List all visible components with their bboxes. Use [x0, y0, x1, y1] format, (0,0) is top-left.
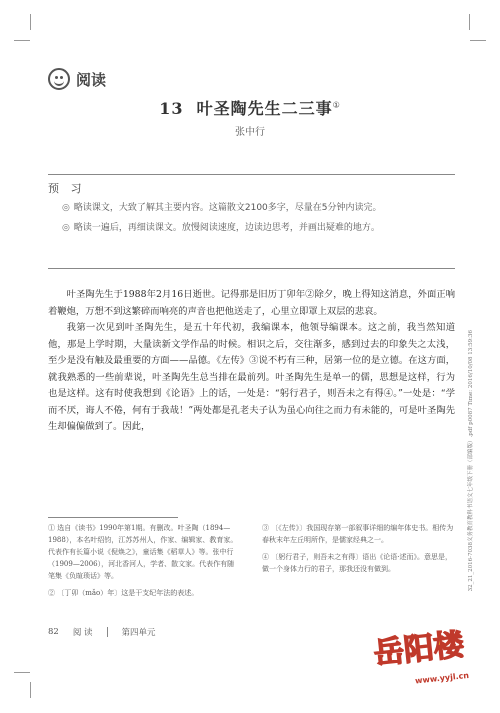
page-number: 82 — [48, 627, 59, 637]
lesson-number: 13 — [159, 99, 184, 118]
footnotes-right — [262, 522, 454, 580]
preview-heading: 预 习 — [48, 182, 86, 195]
circle-bullet-icon: ◎ — [62, 223, 70, 233]
paragraph: 叶圣陶先生于1988年2月16日逝世。记得那是旧历丁卯年②除夕，晚上得知这消息，外面正响着鞭炮，万想不到这繁碎而响亮的声音也把他送走了，心里立即罩上双层的悲哀。 — [48, 289, 455, 317]
footnotes-left — [48, 522, 240, 604]
footnote: ① 选自《读书》1990年第1期。有删改。叶圣陶（1894—1988），本名叶绍钧，江苏苏州人，作家、编辑家、教育家。代表作有长篇小说《倪焕之》，童话集《稻草人》等。张中行（1909—2006），河北香河人，学者、散文家。代表作有随笔集《负暄琐话》等。 — [48, 524, 238, 580]
crop-mark — [14, 40, 30, 41]
footnote: ② 〔丁卯（mǎo）年〕这是干支纪年法的表述。 — [48, 589, 199, 597]
lesson-title-text: 叶圣陶先生二三事 — [196, 99, 333, 118]
preview-item: ◎ 略读一遍后，再细读课文。放慢阅读速度，边读边思考，并画出疑难的地方。 — [62, 223, 380, 233]
footer-unit: 第四单元 — [121, 628, 156, 638]
watermark-url-text: www.yyjl.cn — [414, 670, 470, 686]
author-name: 张中行 — [235, 127, 265, 138]
watermark-main-text: 岳阳楼 — [372, 627, 466, 672]
section-header — [48, 66, 106, 92]
crop-mark — [14, 672, 30, 673]
crop-mark — [30, 14, 31, 30]
section-label: 阅读 — [76, 70, 107, 89]
article-body — [48, 287, 455, 436]
footer-section: 阅 读 — [72, 628, 93, 638]
crop-mark — [30, 682, 31, 698]
footer-separator — [107, 627, 108, 637]
preview-item: ◎ 略读课文，大致了解其主要内容。这篇散文2100多字，尽量在5分钟内读完。 — [62, 203, 382, 213]
footnote-divider — [48, 517, 178, 518]
page-footer — [48, 626, 156, 638]
divider — [48, 174, 455, 175]
site-watermark-logo — [368, 598, 488, 702]
preview-box — [48, 180, 455, 236]
crop-mark — [469, 14, 470, 30]
footnote: ④ 〔躬行君子，则吾未之有得〕语出《论语·述而》。意思是，做一个身体力行的君子，那我还没有做到。 — [262, 553, 452, 573]
title-note-marker: ① — [332, 100, 341, 110]
circle-bullet-icon: ◎ — [62, 203, 70, 213]
lesson-title — [0, 96, 500, 119]
smiley-face-icon — [48, 68, 70, 90]
divider — [48, 268, 455, 269]
paragraph: 我第一次见到叶圣陶先生，是五十年代初，我编课本，他领导编课本。这之前，我当然知道他，那是上学时期，大量读新文学作品的时候。相识之后，交往渐多，感到过去的印象失之太浅，至少是没有触及最重要的方面——品德。《左传》③说不朽有三种，居第一位的是立德。在这方面，就我熟悉的一些前辈说，叶圣陶先生总当排在最前列。叶圣陶先生是单一的儒，思想是这样，行为也是这样。这有时使我想到《论语》上的话，一处是：“躬行君子，则吾未之有得④。”一处是：“学而不厌，诲人不倦，何有于我哉！”两处都是孔老夫子认为虽心向往之而力有未能的，可是叶圣陶先生却偏偏做到了。因此， — [48, 322, 455, 432]
footnote: ③ 〔《左传》〕我国现存第一部叙事详细的编年体史书。相传为春秋末年左丘明所作，是儒家经典之一。 — [262, 524, 454, 544]
print-slug: 32_21_2016-7038义务教育教科书语文七年级下册（部编版）.pdf p0087 Time: 2016/10/08 13:59:36 — [468, 330, 474, 592]
crop-mark — [470, 40, 486, 41]
